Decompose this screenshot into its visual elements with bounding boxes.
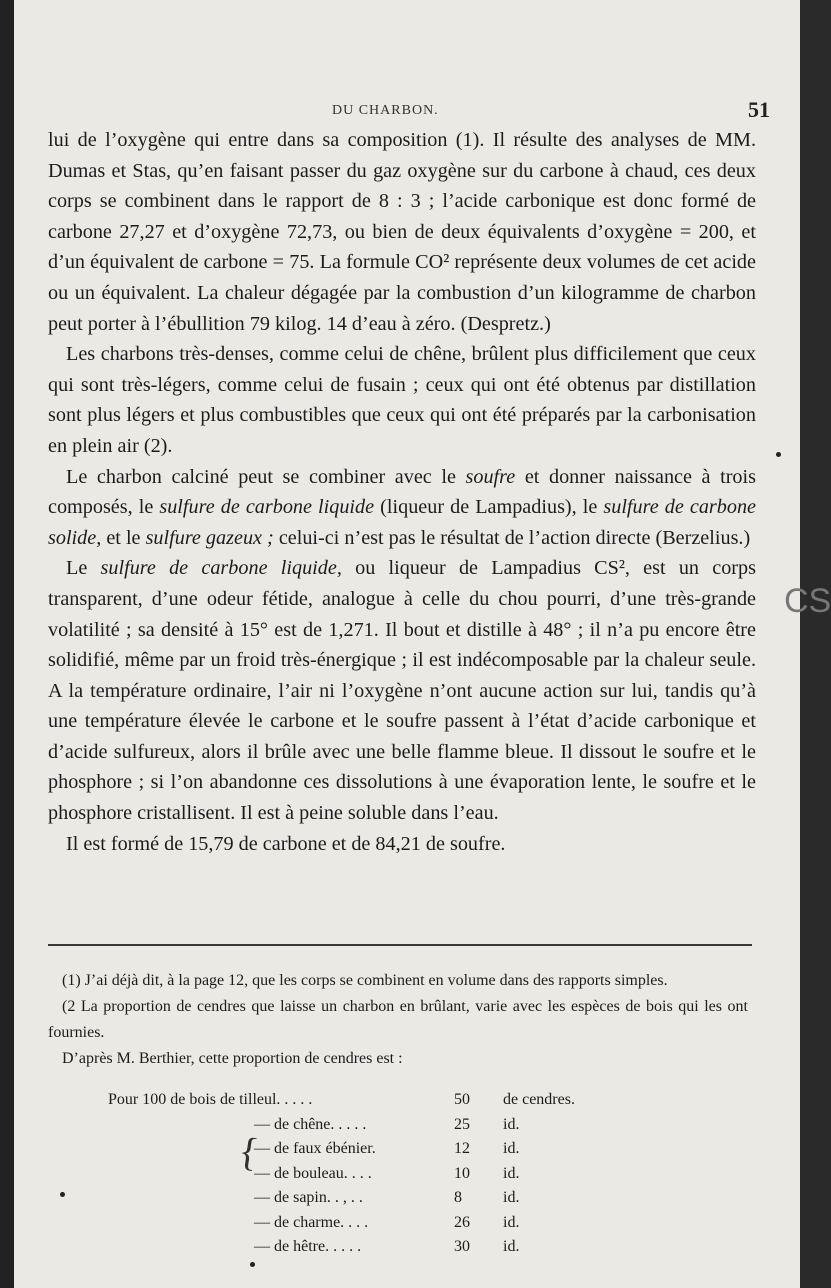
paragraph-3 — [48, 462, 756, 554]
p3-text-b: et donner naissance à trois composés, le — [48, 465, 756, 519]
paragraph-1: lui de l’oxygène qui entre dans sa composition (1). Il résulte des analyses de MM. Dumas et Stas, qu’en faisant passer du gaz oxygène sur du carbone à chaud, ces deux corps se combinent dans le rapport de 8 : 3 ; l’acide carbonique est donc formé de carbone 27,27 et d’oxygène 72,73, ou bien de deux équivalents d’oxygène = 200, et d’un équivalent de carbone = 75. La formule CO² représente deux volumes de cet acide ou un équivalent. La chaleur dégagée par la combustion d’un kilogramme de charbon peut porter à l’ébullition 79 kilog. 14 d’eau à zéro. (Despretz.) — [48, 129, 756, 335]
ink-spot — [60, 1192, 65, 1197]
book-page — [14, 0, 831, 1288]
p4-text-b: ou liqueur de Lampadius CS², est un corps transparent, d’une odeur fétide, analogue à celle du chou pourri, d’une très-grande volatilité ; sa densité à 15° est de 1,271. Il bout et distille à 48° ; il n’a pu encore être solidifié, même par un froid très-énergique ; il est indécomposable par la chaleur seule. A la température ordinaire, l’air ni l’oxygène n’ont aucune action sur lui, tandis qu’à une température élevée le carbone et le soufre passent à l’état d’acide carbonique et d’acide sulfureux, alors il brûle avec une belle flamme bleue. Il dissout le soufre et le phosphore ; si l’on abandonne ces dissolutions à une évaporation lente, le soufre et le phosphore cristallisent. Il est à peine soluble dans l’eau. — [48, 557, 756, 825]
ash-unit: id. — [503, 1189, 520, 1206]
p4-italic: sulfure de carbone liquide, — [100, 557, 342, 580]
table-row — [108, 1211, 608, 1236]
ash-unit: id. — [503, 1164, 520, 1182]
main-text — [48, 125, 756, 859]
ash-value: 50 — [454, 1091, 470, 1108]
page-header — [14, 97, 800, 127]
wood-label: Pour 100 de bois de tilleul. . . . . — [108, 1091, 313, 1108]
footnote-2-intro: D’après M. Berthier, cette proportion de cendres est : — [62, 1050, 403, 1067]
ash-unit: id. — [503, 1213, 520, 1231]
p3-soufre: soufre — [465, 465, 516, 488]
p3-sulfure-gazeux: sulfure gazeux ; — [145, 526, 274, 549]
p3-text-c: (liqueur de Lampadius), le — [374, 496, 604, 519]
page-number: 51 — [748, 97, 770, 122]
ash-value: 26 — [454, 1213, 470, 1231]
wood-label: — de bouleau. . . . — [254, 1164, 372, 1182]
paragraph-5: Il est formé de 15,79 de carbone et de 84,21 de soufre. — [66, 832, 506, 855]
running-head: DU CHARBON. — [332, 103, 439, 118]
ash-unit: id. — [503, 1238, 520, 1255]
table-row — [108, 1137, 608, 1162]
ash-value: 30 — [454, 1238, 470, 1255]
pencil-brace-mark: { — [235, 1127, 262, 1176]
footnote-1: (1) J’ai déjà dit, à la page 12, que les corps se combinent en volume dans des rapports simples. — [62, 972, 668, 989]
wood-label: — de charme. . . . — [254, 1213, 369, 1231]
p3-text-d: et le — [101, 526, 146, 549]
ash-value: 10 — [454, 1164, 470, 1182]
ash-value: 8 — [454, 1189, 462, 1206]
table-row — [108, 1088, 608, 1113]
table-row — [108, 1113, 608, 1138]
footnote-rule — [48, 944, 752, 946]
paragraph-4 — [48, 553, 756, 828]
p3-sulfure-liquide: sulfure de carbone liquide — [159, 496, 375, 519]
wood-label: — de chêne. . . . . — [254, 1115, 367, 1133]
ash-table — [108, 1088, 608, 1260]
wood-label: — de sapin. . , . . — [254, 1189, 363, 1206]
ink-spot — [776, 452, 781, 457]
footnotes — [48, 968, 748, 1072]
p3-sulfure-solide: sulfure de carbone solide, — [48, 496, 757, 549]
ash-unit: id. — [503, 1115, 520, 1133]
ink-spot — [250, 1262, 255, 1267]
p3-text-e: celui-ci n’est pas le résultat de l’action directe (Berzelius.) — [273, 526, 751, 549]
wood-label: — de hêtre. . . . . — [254, 1238, 362, 1255]
ash-value: 25 — [454, 1115, 470, 1133]
p4-text-a: Le — [66, 557, 101, 580]
table-row — [108, 1186, 608, 1211]
ash-unit: de cendres. — [503, 1091, 575, 1108]
margin-note: CS — [784, 582, 831, 620]
table-row — [108, 1162, 608, 1187]
paragraph-2: Les charbons très-denses, comme celui de chêne, brûlent plus difficilement que ceux qui sont très-légers, comme celui de fusain ; ceux qui ont été obtenus par distillation sont plus légers et plus combustibles que ceux qui ont été préparés par la carbonisation en plein air (2). — [48, 343, 756, 457]
ash-value: 12 — [454, 1140, 470, 1157]
ash-unit: id. — [503, 1140, 520, 1157]
footnote-2: (2 La proportion de cendres que laisse un charbon en brûlant, varie avec les espèces de bois qui les ont fournies. — [48, 998, 748, 1041]
p3-text-a: Le charbon calciné peut se combiner avec le — [66, 465, 466, 488]
table-row — [108, 1235, 608, 1260]
wood-label: — de faux ébénier. — [254, 1140, 376, 1157]
scan-edge — [0, 0, 14, 1288]
